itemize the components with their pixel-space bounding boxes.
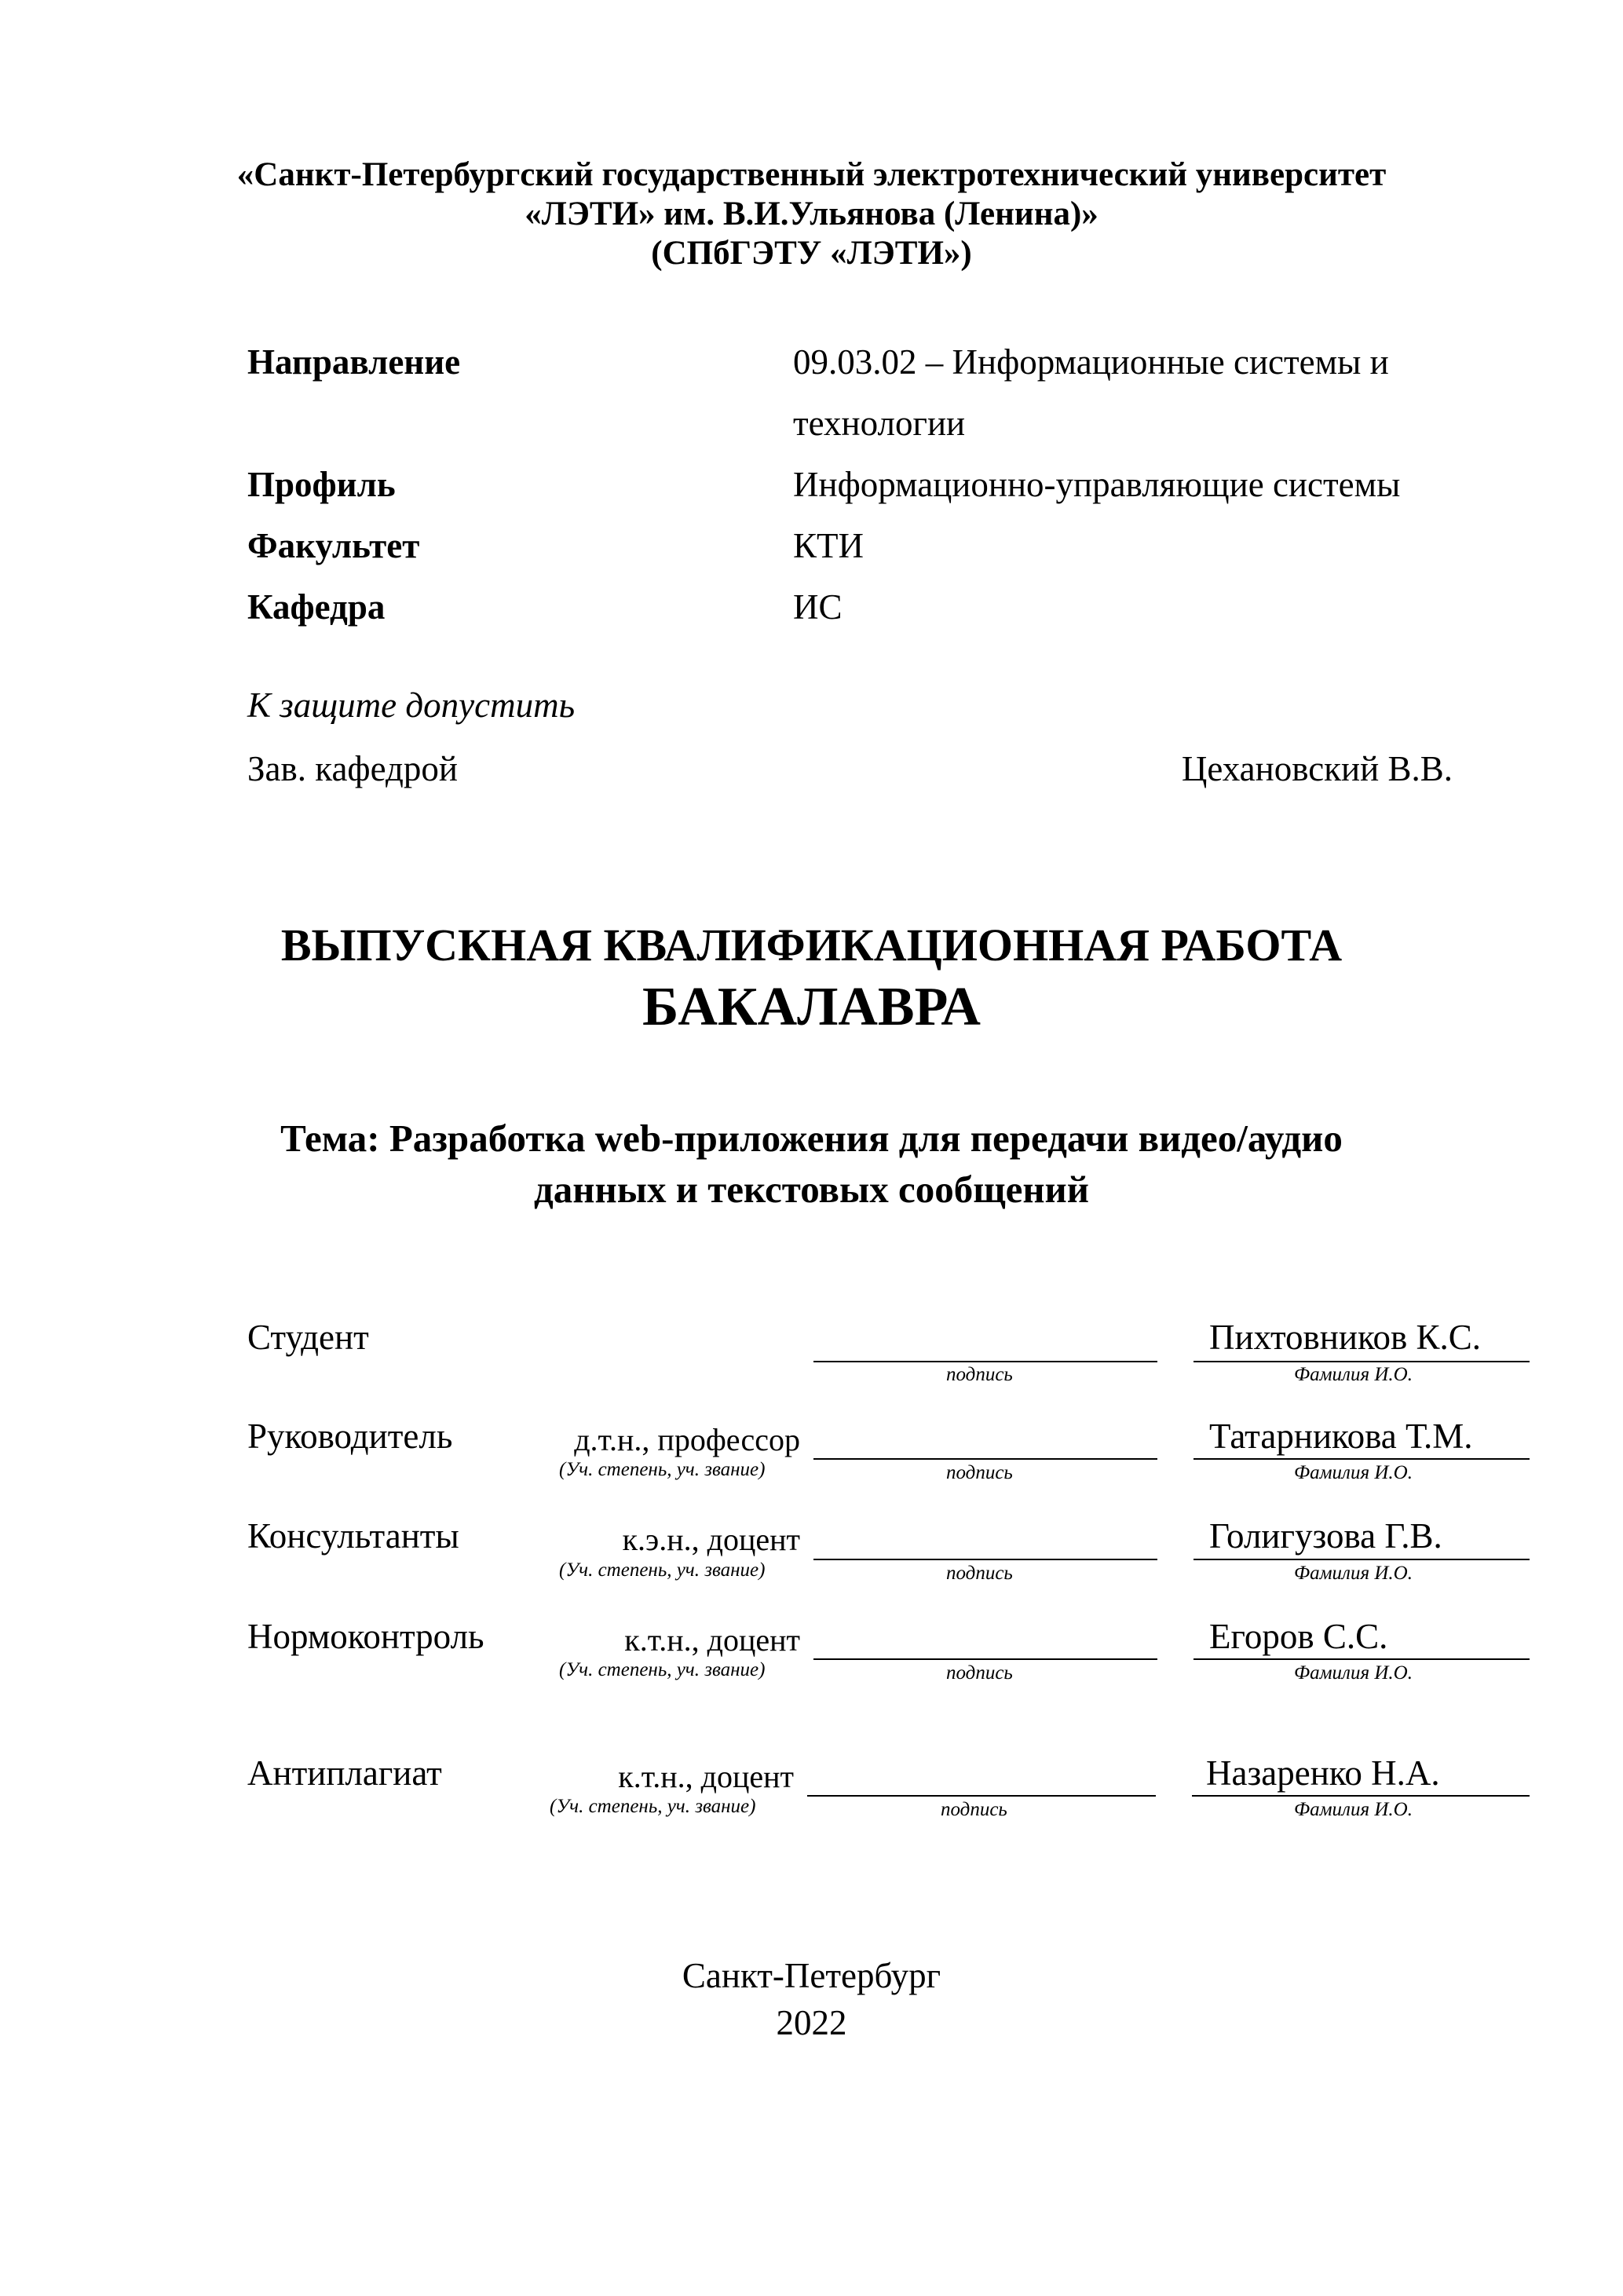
antiplagiat-degree-caption: (Уч. степень, уч. звание) xyxy=(550,1796,756,1817)
consultants-role: Консультанты xyxy=(247,1516,459,1556)
supervisor-name: Татарникова Т.М. xyxy=(1209,1417,1473,1456)
antiplagiat-name-caption: Фамилия И.О. xyxy=(1294,1799,1413,1820)
department-value: ИС xyxy=(793,587,843,627)
normcontrol-degree-caption: (Уч. степень, уч. звание) xyxy=(559,1659,766,1680)
supervisor-name-caption: Фамилия И.О. xyxy=(1294,1462,1413,1483)
supervisor-name-line xyxy=(1193,1458,1530,1460)
student-signature-caption: подпись xyxy=(946,1364,1013,1385)
direction-value-line2: технологии xyxy=(793,404,966,443)
consultants-name-caption: Фамилия И.О. xyxy=(1294,1563,1413,1584)
direction-label: Направление xyxy=(247,342,461,382)
consultants-name-line xyxy=(1193,1559,1530,1560)
antiplagiat-degree: к.т.н., доцент xyxy=(618,1759,794,1794)
head-of-department-name: Цехановский В.В. xyxy=(1181,749,1453,788)
university-abbreviation: (СПбГЭТУ «ЛЭТИ») xyxy=(651,235,972,272)
consultants-degree-caption: (Уч. степень, уч. звание) xyxy=(559,1559,766,1581)
document-title-line1: ВЫПУСКНАЯ КВАЛИФИКАЦИОННАЯ РАБОТА xyxy=(280,919,1343,971)
faculty-label: Факультет xyxy=(247,526,420,565)
consultants-signature-caption: подпись xyxy=(946,1563,1013,1584)
direction-value-line1: 09.03.02 – Информационные системы и xyxy=(793,342,1389,382)
student-name-caption: Фамилия И.О. xyxy=(1294,1364,1413,1385)
faculty-value: КТИ xyxy=(793,526,864,565)
department-label: Кафедра xyxy=(247,587,386,627)
admission-text: К защите допустить xyxy=(247,686,576,725)
consultants-degree: к.э.н., доцент xyxy=(622,1522,800,1557)
antiplagiat-name-line xyxy=(1192,1795,1530,1797)
supervisor-degree: д.т.н., профессор xyxy=(574,1422,800,1457)
normcontrol-role: Нормоконтроль xyxy=(247,1617,484,1656)
consultants-signature-line xyxy=(813,1559,1157,1560)
profile-label: Профиль xyxy=(247,465,396,504)
supervisor-signature-caption: подпись xyxy=(946,1462,1013,1483)
year: 2022 xyxy=(776,2003,847,2042)
head-of-department-label: Зав. кафедрой xyxy=(247,749,458,788)
normcontrol-name-caption: Фамилия И.О. xyxy=(1294,1662,1413,1684)
city: Санкт-Петербург xyxy=(682,1956,941,1995)
supervisor-role: Руководитель xyxy=(247,1417,453,1456)
normcontrol-degree: к.т.н., доцент xyxy=(624,1622,800,1658)
consultants-name: Голигузова Г.В. xyxy=(1209,1516,1442,1556)
student-name-line xyxy=(1193,1361,1530,1362)
student-name: Пихтовников К.С. xyxy=(1209,1318,1482,1357)
normcontrol-name: Егоров С.С. xyxy=(1209,1617,1388,1656)
antiplagiat-signature-caption: подпись xyxy=(941,1799,1007,1820)
antiplagiat-name: Назаренко Н.А. xyxy=(1206,1753,1440,1793)
supervisor-signature-line xyxy=(813,1458,1157,1460)
university-name-line1: «Санкт-Петербургский государственный электротехнический университет xyxy=(236,156,1387,193)
document-title-line2: БАКАЛАВРА xyxy=(642,977,981,1037)
theme-line1: Тема: Разработка web-приложения для передачи видео/аудио xyxy=(280,1117,1343,1160)
supervisor-degree-caption: (Уч. степень, уч. звание) xyxy=(559,1459,766,1480)
antiplagiat-role: Антиплагиат xyxy=(247,1753,442,1793)
theme-line2: данных и текстовых сообщений xyxy=(533,1168,1090,1211)
profile-value: Информационно-управляющие системы xyxy=(793,465,1401,504)
student-signature-line xyxy=(813,1361,1157,1362)
normcontrol-name-line xyxy=(1193,1658,1530,1660)
antiplagiat-signature-line xyxy=(807,1795,1156,1797)
normcontrol-signature-caption: подпись xyxy=(946,1662,1013,1684)
student-role: Студент xyxy=(247,1318,369,1357)
normcontrol-signature-line xyxy=(813,1658,1157,1660)
university-name-line2: «ЛЭТИ» им. В.И.Ульянова (Ленина)» xyxy=(525,196,1098,232)
